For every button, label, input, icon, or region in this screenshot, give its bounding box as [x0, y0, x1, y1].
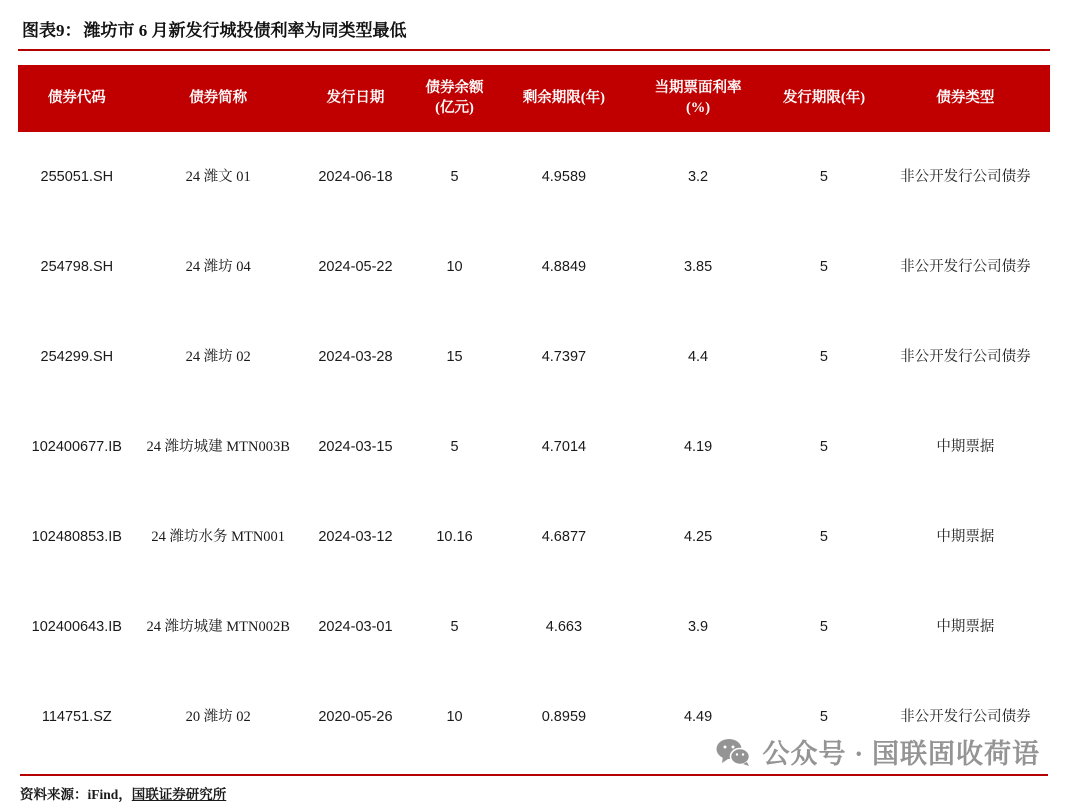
table-body	[18, 132, 1050, 762]
column-header-remaining-term: 剩余期限(年)	[499, 65, 629, 132]
column-header-bond-type: 债券类型	[881, 65, 1050, 132]
cell-issue-date: 2024-06-18	[318, 168, 393, 185]
table-row	[18, 582, 1050, 672]
table-row	[18, 402, 1050, 492]
cell-issue-term: 5	[819, 618, 828, 635]
cell-bond-type: 非公开发行公司债券	[900, 708, 1031, 725]
cell-remaining-term: 4.663	[545, 618, 583, 635]
cell-issue-term: 5	[819, 348, 828, 365]
column-header-issue-date: 发行日期	[301, 65, 410, 132]
source-note	[20, 783, 226, 803]
cell-issue-date: 2024-03-12	[318, 528, 393, 545]
cell-remaining-term: 4.8849	[541, 258, 587, 275]
cell-remaining-term: 4.7397	[541, 348, 587, 365]
cell-issue-term: 5	[819, 168, 828, 185]
cell-bond-code: 114751.SZ	[41, 708, 112, 725]
cell-coupon-rate: 4.49	[683, 708, 713, 725]
cell-bond-name: 24 潍坊城建 MTN003B	[146, 438, 290, 455]
cell-coupon-rate: 3.9	[687, 618, 709, 635]
cell-balance: 10	[446, 708, 463, 725]
source-organization: 国联证券研究所	[131, 787, 227, 802]
table-row	[18, 132, 1050, 222]
cell-bond-name: 24 潍坊 04	[185, 258, 251, 275]
table-row	[18, 492, 1050, 582]
cell-balance: 5	[450, 618, 459, 635]
cell-coupon-rate: 3.85	[683, 258, 713, 275]
cell-bond-type: 非公开发行公司债券	[900, 258, 1031, 275]
cell-bond-code: 254299.SH	[40, 348, 114, 365]
cell-coupon-rate: 4.19	[683, 438, 713, 455]
cell-bond-name: 24 潍坊水务 MTN001	[151, 528, 286, 545]
cell-bond-code: 102400643.IB	[31, 618, 122, 635]
watermark-text: 公众号 · 国联固收荷语	[762, 739, 1040, 769]
table-row	[18, 222, 1050, 312]
cell-balance: 15	[446, 348, 463, 365]
cell-remaining-term: 4.6877	[541, 528, 587, 545]
cell-balance: 5	[450, 438, 459, 455]
cell-coupon-rate: 4.25	[683, 528, 713, 545]
cell-bond-name: 20 潍坊 02	[185, 708, 251, 725]
wechat-icon	[716, 738, 750, 766]
bond-table	[18, 65, 1050, 762]
cell-coupon-rate: 4.4	[687, 348, 709, 365]
cell-bond-type: 中期票据	[936, 528, 995, 545]
cell-remaining-term: 4.7014	[541, 438, 587, 455]
cell-balance: 5	[450, 168, 459, 185]
coupon-label-unit: (%)	[685, 99, 711, 116]
source-prefix: 资料来源：iFind，	[20, 787, 132, 802]
cell-bond-code: 102400677.IB	[31, 438, 122, 455]
cell-issue-date: 2024-03-01	[318, 618, 393, 635]
cell-remaining-term: 0.8959	[541, 708, 587, 725]
column-header-issue-term: 发行期限(年)	[767, 65, 881, 132]
cell-issue-term: 5	[819, 258, 828, 275]
cell-issue-date: 2024-03-15	[318, 438, 393, 455]
cell-bond-name: 24 潍文 01	[185, 168, 251, 185]
cell-bond-name: 24 潍坊 02	[185, 348, 251, 365]
page-title: 潍坊市 6 月新发行城投债利率为同类型最低	[83, 21, 407, 40]
table-header-row	[18, 65, 1050, 132]
cell-bond-code: 254798.SH	[40, 258, 114, 275]
cell-bond-type: 中期票据	[936, 438, 995, 455]
figure-footer	[20, 774, 1048, 803]
cell-issue-date: 2020-05-26	[318, 708, 393, 725]
figure-number: 图表9：	[22, 21, 82, 40]
cell-issue-date: 2024-03-28	[318, 348, 393, 365]
watermark	[716, 732, 1040, 771]
balance-label-main: 债券余额	[425, 80, 484, 96]
cell-balance: 10	[446, 258, 463, 275]
table-row	[18, 312, 1050, 402]
cell-bond-type: 非公开发行公司债券	[900, 168, 1031, 185]
cell-issue-term: 5	[819, 708, 828, 725]
figure-title	[18, 0, 1050, 51]
cell-bond-type: 中期票据	[936, 618, 995, 635]
cell-bond-code: 102480853.IB	[31, 528, 122, 545]
coupon-label-main: 当期票面利率	[654, 80, 742, 96]
column-header-bond-name: 债券简称	[136, 65, 301, 132]
cell-issue-term: 5	[819, 528, 828, 545]
balance-label-unit: (亿元)	[435, 99, 474, 116]
cell-issue-date: 2024-05-22	[318, 258, 393, 275]
cell-bond-name: 24 潍坊城建 MTN002B	[146, 618, 290, 635]
column-header-balance	[410, 65, 499, 132]
cell-remaining-term: 4.9589	[541, 168, 587, 185]
cell-issue-term: 5	[819, 438, 828, 455]
column-header-coupon-rate	[629, 65, 767, 132]
cell-bond-type: 非公开发行公司债券	[900, 348, 1031, 365]
cell-coupon-rate: 3.2	[687, 168, 709, 185]
column-header-bond-code: 债券代码	[18, 65, 136, 132]
cell-bond-code: 255051.SH	[40, 168, 114, 185]
cell-balance: 10.16	[436, 528, 473, 545]
table-header	[18, 65, 1050, 132]
